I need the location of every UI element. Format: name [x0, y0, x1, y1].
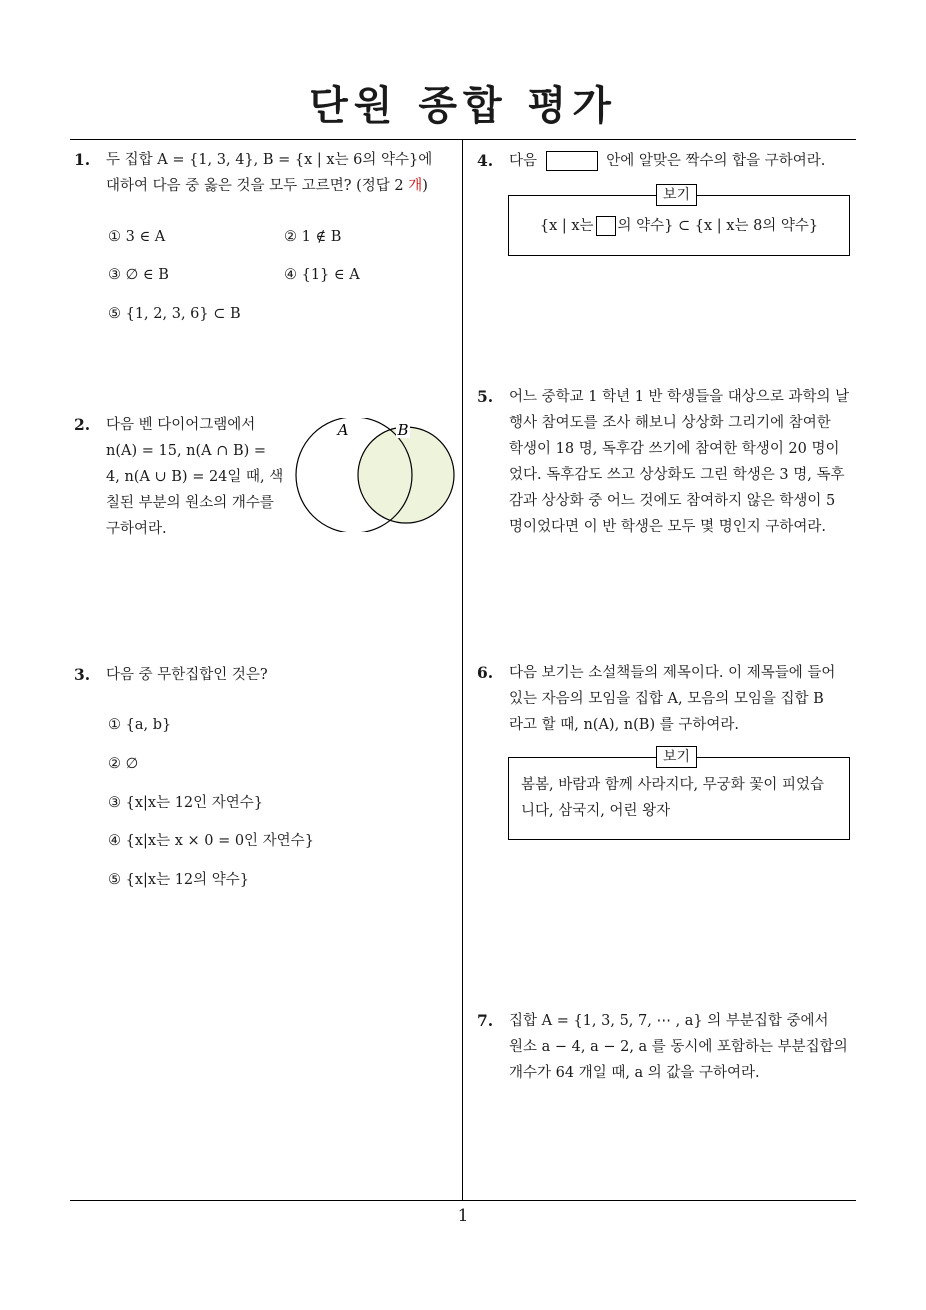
question-line: 집합 A = {1, 3, 5, 7, ⋯ , a} 의 부분집합 중에서	[509, 1013, 829, 1029]
question-line: 라고 할 때, n(A), n(B) 를 구하여라.	[509, 717, 739, 733]
question-line: 감과 상상화 중 어느 것에도 참여하지 않은 학생이 5	[509, 493, 836, 509]
question-line	[106, 173, 458, 199]
option-5[interactable]: ⑤ {1, 2, 3, 6} ⊂ B	[108, 306, 241, 322]
top-rule	[70, 139, 856, 140]
option-3[interactable]: ③ {x|x는 12인 자연수}	[108, 795, 264, 811]
question-number: 3.	[74, 665, 91, 684]
question-line: 행사 참여도를 조사 해보니 상상화 그리기에 참여한	[509, 415, 831, 431]
question-text	[106, 147, 458, 199]
venn-label-a: A	[337, 421, 349, 439]
question-number: 1.	[74, 150, 91, 169]
question-line: 칠된 부분의 원소의 개수를	[106, 495, 274, 511]
question-line-part: 다음	[509, 153, 538, 169]
question-number: 5.	[477, 387, 494, 406]
question-line: 어느 중학교 1 학년 1 반 학생들을 대상으로 과학의 날	[509, 389, 850, 405]
question-number: 4.	[477, 151, 494, 170]
example-box-label: 보기	[656, 746, 697, 768]
venn-diagram	[286, 418, 462, 532]
question-text	[509, 1008, 859, 1086]
answer-count-unit: 개	[408, 178, 423, 194]
option-1[interactable]: ① {a, b}	[108, 717, 172, 733]
page-title: 단원 종합 평가	[309, 83, 617, 129]
bottom-rule	[70, 1200, 856, 1201]
question-line-part: )	[422, 178, 428, 194]
question-text	[509, 148, 859, 174]
question-line-part: 대하여 다음 중 옳은 것을 모두 고르면? (정답 2	[106, 178, 409, 194]
question-line: 다음 벤 다이어그램에서	[106, 417, 256, 433]
question-line: 다음 보기는 소설책들의 제목이다. 이 제목들에 들어	[509, 665, 836, 681]
option-4[interactable]: ④ {1} ∈ A	[284, 267, 360, 283]
question-line-part: 안에 알맞은 짝수의 합을 구하여라.	[606, 153, 826, 169]
question-line: 원소 a − 4, a − 2, a 를 동시에 포함하는 부분집합의	[509, 1039, 848, 1055]
option-4[interactable]: ④ {x|x는 x × 0 = 0인 자연수}	[108, 833, 314, 849]
page-number: 1	[457, 1206, 469, 1226]
option-2[interactable]: ② ∅	[108, 756, 139, 772]
example-content	[521, 772, 824, 824]
question-line: 개수가 64 개일 때, a 의 값을 구하여라.	[509, 1065, 760, 1081]
question-line: n(A) = 15, n(A ∩ B) =	[106, 443, 267, 459]
option-3[interactable]: ③ ∅ ∈ B	[108, 267, 169, 283]
example-text: {x | x는	[539, 218, 594, 234]
question-line: 구하여라.	[106, 521, 167, 537]
answer-blank[interactable]	[546, 151, 598, 171]
venn-label-b: B	[397, 421, 409, 439]
question-line: 있는 자음의 모임을 집합 A, 모음의 모임을 집합 B	[509, 691, 824, 707]
option-2[interactable]: ② 1 ∉ B	[284, 229, 342, 245]
question-text	[509, 384, 859, 540]
column-divider	[462, 139, 463, 1201]
question-number: 7.	[477, 1011, 494, 1030]
question-line: 명이었다면 이 반 학생은 모두 몇 명인지 구하여라.	[509, 519, 827, 535]
question-line: 학생이 18 명, 독후감 쓰기에 참여한 학생이 20 명이	[509, 441, 840, 457]
question-number: 6.	[477, 663, 494, 682]
question-text	[509, 660, 859, 738]
question-text	[106, 412, 286, 542]
example-line: 봄봄, 바람과 함께 사라지다, 무궁화 꽃이 피었습	[521, 777, 825, 793]
question-number: 2.	[74, 415, 91, 434]
example-box	[508, 757, 850, 840]
question-line: 두 집합 A = {1, 3, 4}, B = {x | x는 6의 약수}에	[106, 152, 433, 168]
example-content	[509, 213, 849, 239]
example-box-label: 보기	[656, 184, 697, 206]
example-text: 의 약수} ⊂ {x | x는 8의 약수}	[617, 218, 819, 234]
example-line: 니다, 삼국지, 어린 왕자	[521, 803, 671, 819]
example-blank	[596, 216, 616, 236]
question-line: 었다. 독후감도 쓰고 상상화도 그린 학생은 3 명, 독후	[509, 467, 845, 483]
option-5[interactable]: ⑤ {x|x는 12의 약수}	[108, 872, 249, 888]
question-line: 4, n(A ∪ B) = 24일 때, 색	[106, 469, 284, 485]
option-1[interactable]: ① 3 ∈ A	[108, 229, 166, 245]
question-text: 다음 중 무한집합인 것은?	[106, 667, 268, 683]
